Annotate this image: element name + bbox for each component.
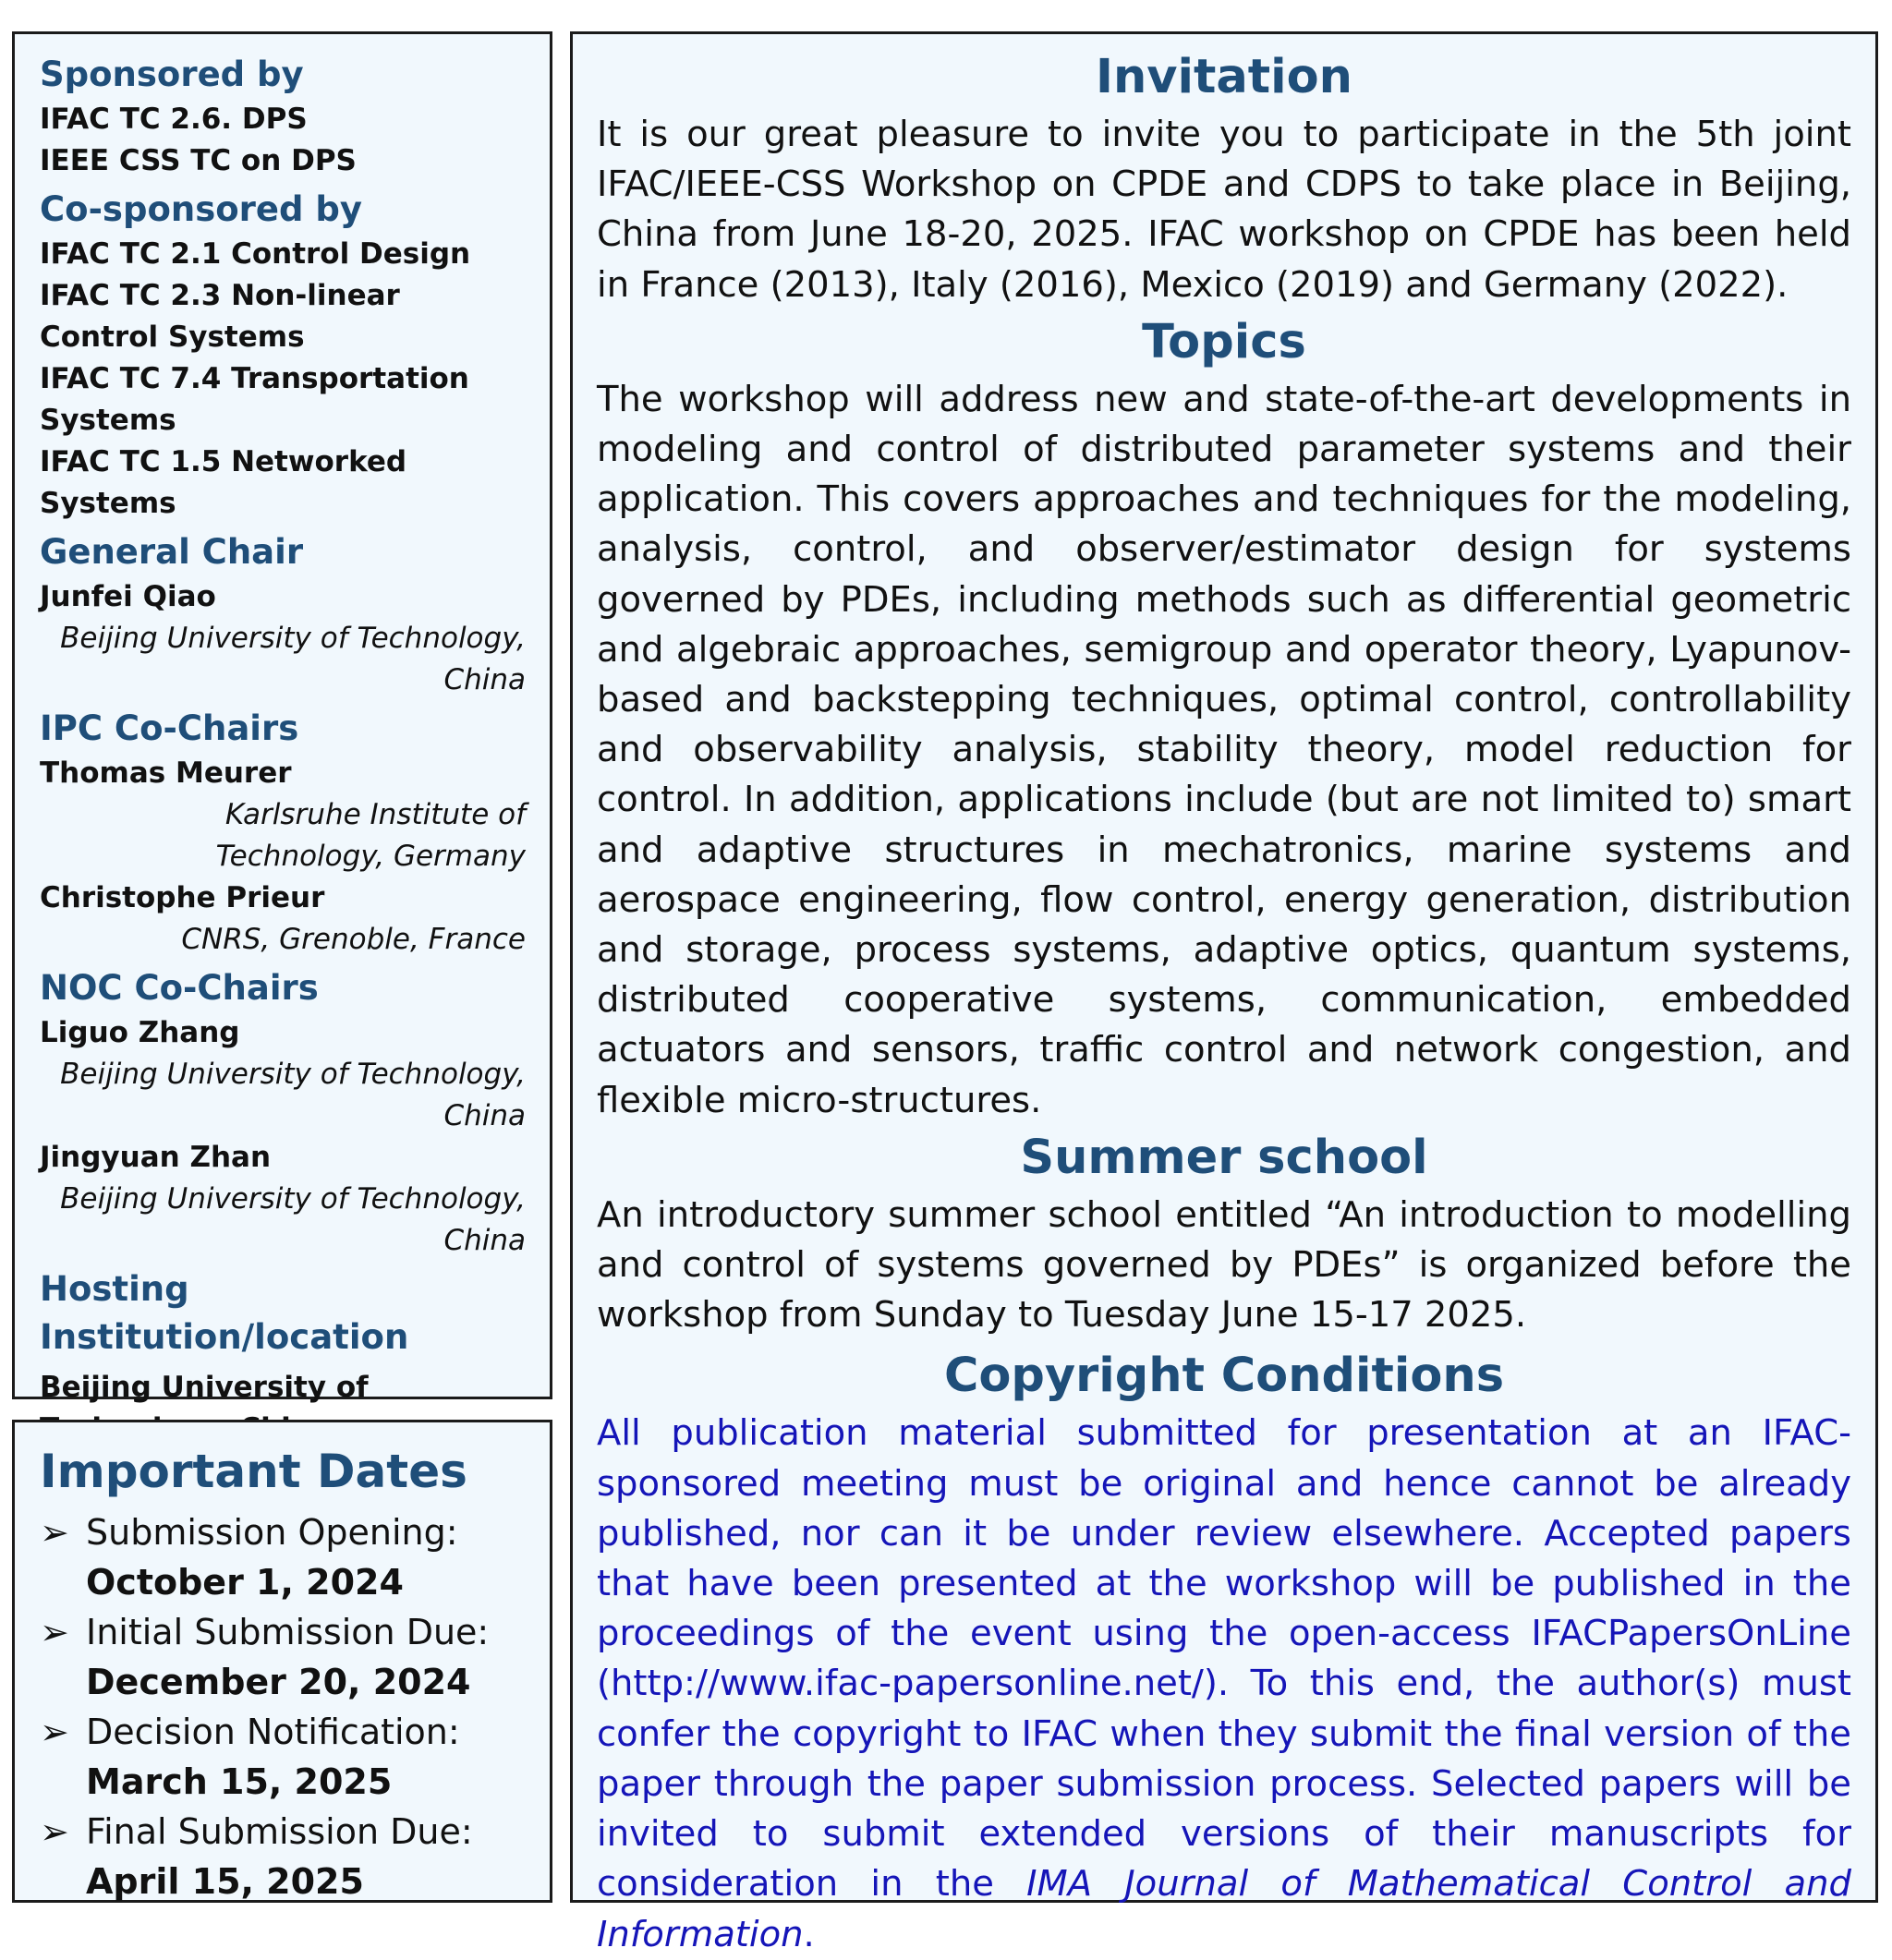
- date-value: October 1, 2024: [86, 1562, 404, 1603]
- sponsor-item: IEEE CSS TC on DPS: [40, 144, 357, 177]
- arrow-bullet-icon: ➢: [40, 1512, 69, 1553]
- chair-name: Thomas Meurer: [40, 756, 292, 790]
- chair-name: Liguo Zhang: [40, 1016, 240, 1049]
- ipc-co-chairs-heading: IPC Co-Chairs: [40, 708, 299, 748]
- chair-name: Junfei Qiao: [40, 580, 216, 613]
- general-chair-heading: General Chair: [40, 532, 304, 572]
- summer-school-text: An introductory summer school entitled “An introduction to modelling and control of systems governed by PDEs” is organized before the workshop from Sunday to Tuesday June 15-17 2025.: [597, 1193, 1851, 1337]
- chair-affiliation: Karlsruhe Institute of Technology, Germany: [215, 798, 526, 873]
- important-dates-panel: [12, 1420, 552, 1903]
- hosting-institution: Beijing University of: [40, 1371, 369, 1404]
- copyright-end: .: [803, 1913, 815, 1955]
- chair-name: Jingyuan Zhan: [40, 1141, 272, 1174]
- copyright-body: All publication material submitted for presentation at an IFAC-sponsored meeting must be original and hence cannot be already published, nor can it be under review elsewhere. Accepted papers that have been presented at the workshop will be published in the proceedings of the event using the open-access IFACPapersOnLine (http://www.ifac-papersonline.net/). To this end, the author(s) must confer the copyright to IFAC when they submit the final version of the paper through the paper submission process. Selected papers will be invited to submit extended versions of their manuscripts for consideration in the: [597, 1412, 1851, 1906]
- journal-title: IMA Journal of Mathematical Control and Information: [597, 1863, 1851, 1955]
- co-sponsor-item: IFAC TC 7.4 Transportation Systems: [40, 362, 469, 437]
- chair-name: Christophe Prieur: [40, 881, 325, 914]
- chair-affiliation: Beijing University of Technology, China: [60, 1058, 526, 1132]
- date-label: Decision Notification:: [86, 1712, 460, 1752]
- copyright-heading: Copyright Conditions: [943, 1349, 1505, 1404]
- arrow-bullet-icon: ➢: [40, 1712, 69, 1752]
- copyright-text: [597, 1409, 1851, 1959]
- topics-section: [597, 310, 1851, 1126]
- date-value: March 15, 2025: [86, 1761, 393, 1802]
- noc-co-chairs-section: [40, 964, 526, 1262]
- date-value: April 15, 2025: [86, 1861, 364, 1902]
- invitation-heading: Invitation: [1095, 50, 1352, 104]
- sponsored-by-section: [40, 51, 526, 182]
- date-item: [40, 1807, 526, 1906]
- invitation-section: [597, 45, 1851, 310]
- main-content-panel: [570, 31, 1878, 1955]
- co-sponsored-by-section: [40, 186, 526, 525]
- co-sponsor-item: IFAC TC 1.5 Networked Systems: [40, 445, 407, 520]
- sponsor-item: IFAC TC 2.6. DPS: [40, 103, 308, 136]
- chair-affiliation: Beijing University of Technology, China: [60, 622, 526, 696]
- committee-panel: [12, 31, 552, 1404]
- date-value: December 20, 2024: [86, 1662, 471, 1702]
- arrow-bullet-icon: ➢: [40, 1612, 69, 1652]
- topics-text: The workshop will address new and state-of-the-art developments in modeling and control of distributed parameter systems and their application. This covers approaches and techniques for the modeling, analysis, control, and observer/estimator design for systems governed by PDEs, including methods such as differential geometric and algebraic approaches, semigroup and operator theory, Lyapunov-based and backstepping techniques, optimal control, controllability and observability analysis, stability theory, model reduction for control. In addition, applications include (but are not limited to) smart and adaptive structures in mechatronics, marine systems and aerospace engineering, flow control, energy generation, distribution and storage, process systems, adaptive optics, quantum systems, distributed cooperative systems, communication, embedded actuators and sensors, traffic control and network congestion, and flexible micro-structures.: [597, 378, 1851, 1121]
- copyright-section: [597, 1344, 1851, 1959]
- summer-school-heading: Summer school: [1020, 1130, 1428, 1185]
- general-chair-section: [40, 528, 526, 701]
- date-label: Submission Opening:: [86, 1512, 458, 1553]
- hosting-heading: Hosting Institution/location: [40, 1269, 409, 1357]
- chair-affiliation: CNRS, Grenoble, France: [181, 923, 526, 956]
- date-item: [40, 1607, 526, 1707]
- arrow-bullet-icon: ➢: [40, 1811, 69, 1852]
- date-label: Final Submission Due:: [86, 1811, 473, 1852]
- date-item: [40, 1507, 526, 1607]
- co-sponsored-by-heading: Co-sponsored by: [40, 189, 362, 229]
- co-sponsor-item: IFAC TC 2.3 Non-linear Control Systems: [40, 279, 400, 354]
- date-item: [40, 1707, 526, 1807]
- summer-school-section: [597, 1126, 1851, 1341]
- ipc-co-chairs-section: [40, 705, 526, 961]
- co-sponsor-item: IFAC TC 2.1 Control Design: [40, 237, 471, 271]
- chair-affiliation: Beijing University of Technology, China: [60, 1182, 526, 1257]
- invitation-text: It is our great pleasure to invite you to participate in the 5th joint IFAC/IEEE-CSS Workshop on CPDE and CDPS to take place in Beijing, China from June 18-20, 2025. IFAC workshop on CPDE has been held in France (2013), Italy (2016), Mexico (2019) and Germany (2022).: [597, 114, 1851, 306]
- noc-co-chairs-heading: NOC Co-Chairs: [40, 968, 319, 1008]
- date-label: Initial Submission Due:: [86, 1612, 490, 1652]
- important-dates-heading: Important Dates: [40, 1445, 467, 1498]
- topics-heading: Topics: [1142, 314, 1306, 369]
- sponsored-by-heading: Sponsored by: [40, 54, 304, 94]
